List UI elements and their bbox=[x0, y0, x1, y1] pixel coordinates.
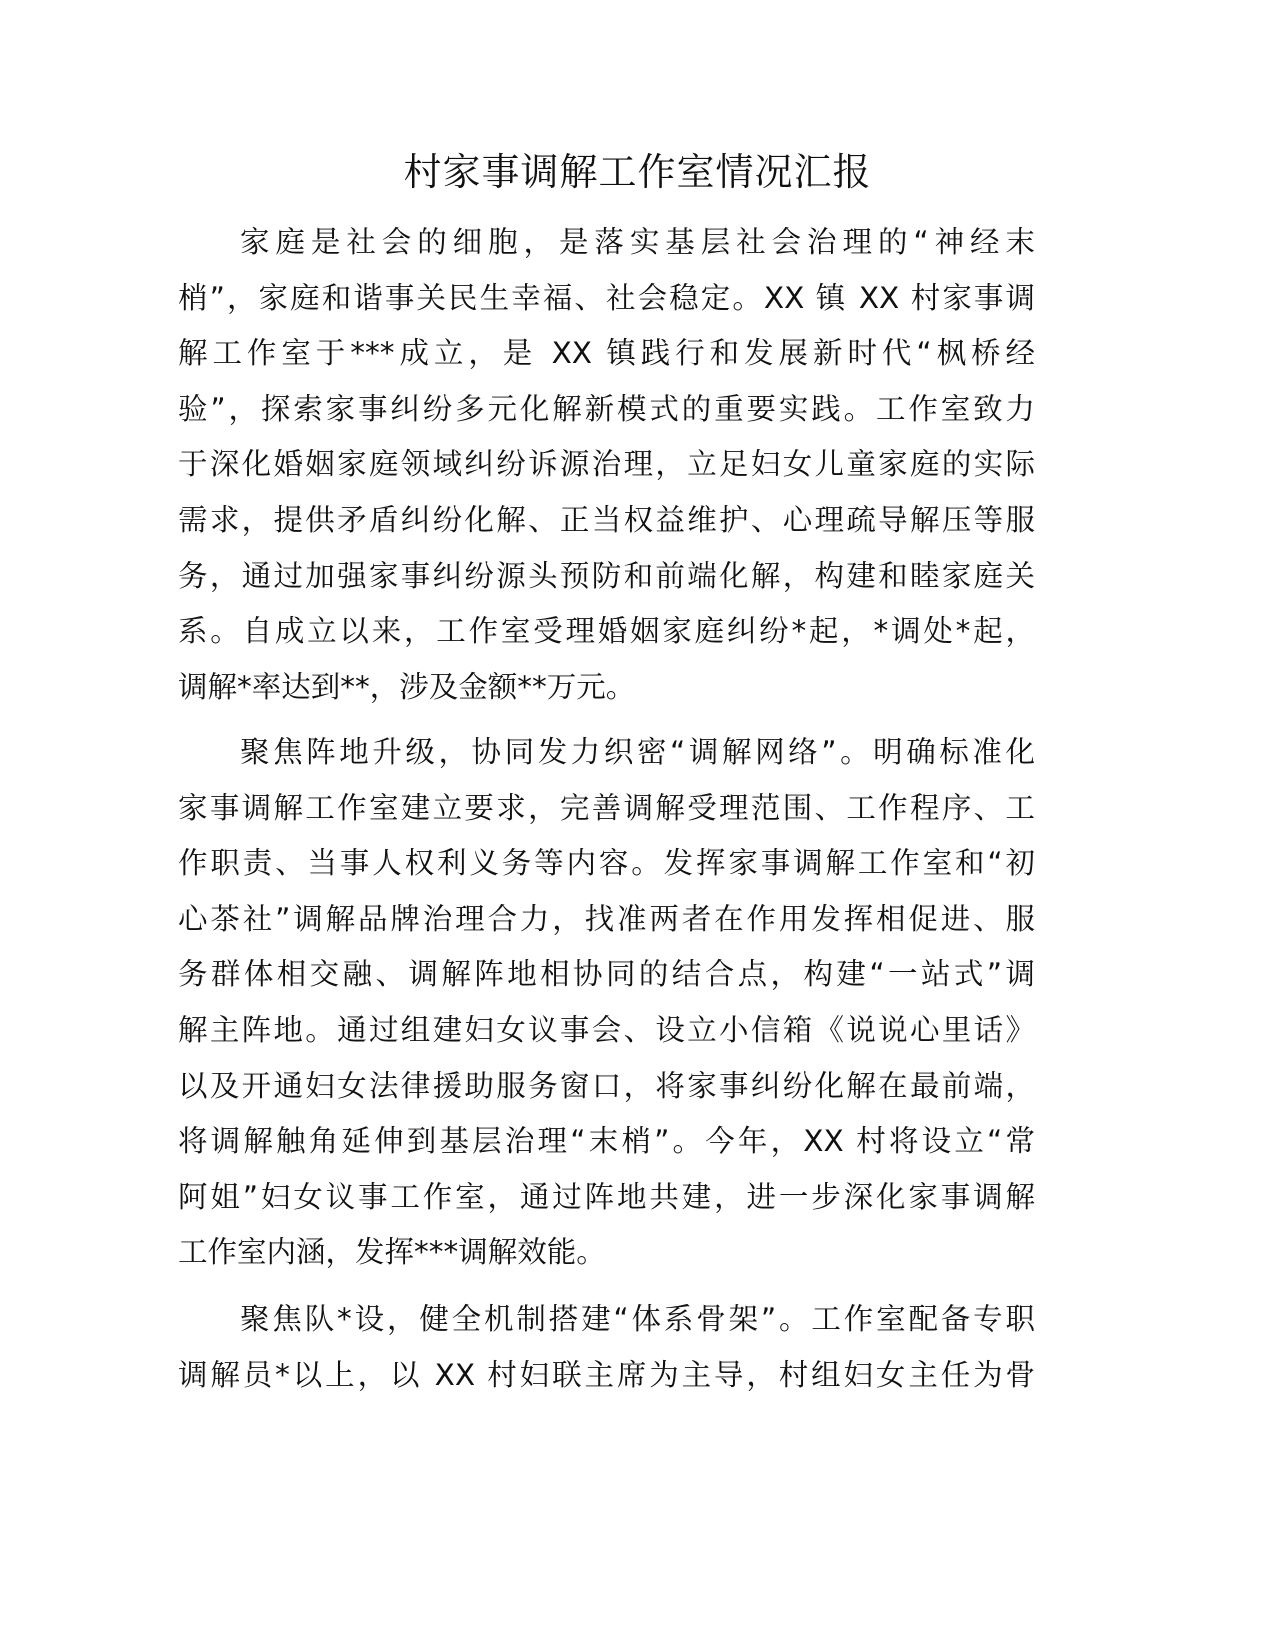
document-title: 村家事调解工作室情况汇报 bbox=[403, 150, 872, 194]
text-line: 解工作室于***成立，是 XX 镇践行和发展新时代“枫桥经 bbox=[178, 336, 1035, 371]
text-line: 解主阵地。通过组建妇女议事会、设立小信箱《说说心里话》 bbox=[178, 1012, 1035, 1047]
paragraph-intro bbox=[178, 215, 1035, 715]
text-line: 以及开通妇女法律援助服务窗口，将家事纠纷化解在最前端， bbox=[178, 1068, 1035, 1103]
text-line: 阿姐”妇女议事工作室，通过阵地共建，进一步深化家事调解 bbox=[178, 1179, 1035, 1214]
text-line: 务群体相交融、调解阵地相协同的结合点，构建“一站式”调 bbox=[178, 957, 1035, 992]
text-line: 系。自成立以来，工作室受理婚姻家庭纠纷*起，*调处*起， bbox=[178, 614, 1035, 649]
paragraph-position-upgrade bbox=[178, 725, 1035, 1281]
text-line: 调解*率达到**，涉及金额**万元。 bbox=[178, 669, 636, 704]
text-line: 聚焦队*设，健全机制搭建“体系骨架”。工作室配备专职 bbox=[240, 1302, 1035, 1336]
text-line: 于深化婚姻家庭领域纠纷诉源治理，立足妇女儿童家庭的实际 bbox=[178, 447, 1035, 482]
text-line: 梢”，家庭和谐事关民生幸福、社会稳定。XX 镇 XX 村家事调 bbox=[178, 280, 1035, 315]
text-line: 家事调解工作室建立要求，完善调解受理范围、工作程序、工 bbox=[178, 790, 1035, 825]
text-line: 工作室内涵，发挥***调解效能。 bbox=[178, 1235, 606, 1270]
paragraph-team-building bbox=[178, 1292, 1035, 1403]
text-line: 需求，提供矛盾纠纷化解、正当权益维护、心理疏导解压等服 bbox=[178, 502, 1035, 537]
text-line: 聚焦阵地升级，协同发力织密“调解网络”。明确标准化 bbox=[240, 735, 1035, 769]
text-line: 务，通过加强家事纠纷源头预防和前端化解，构建和睦家庭关 bbox=[178, 558, 1035, 593]
text-line: 作职责、当事人权利义务等内容。发挥家事调解工作室和“初 bbox=[178, 846, 1035, 881]
text-line: 家庭是社会的细胞，是落实基层社会治理的“神经末 bbox=[240, 225, 1035, 259]
text-line: 验”，探索家事纠纷多元化解新模式的重要实践。工作室致力 bbox=[178, 391, 1035, 426]
text-line: 将调解触角延伸到基层治理“末梢”。今年，XX 村将设立“常 bbox=[178, 1124, 1035, 1159]
text-line: 调解员*以上，以 XX 村妇联主席为主导，村组妇女主任为骨 bbox=[178, 1357, 1035, 1392]
text-line: 心茶社”调解品牌治理合力，找准两者在作用发挥相促进、服 bbox=[178, 901, 1035, 936]
